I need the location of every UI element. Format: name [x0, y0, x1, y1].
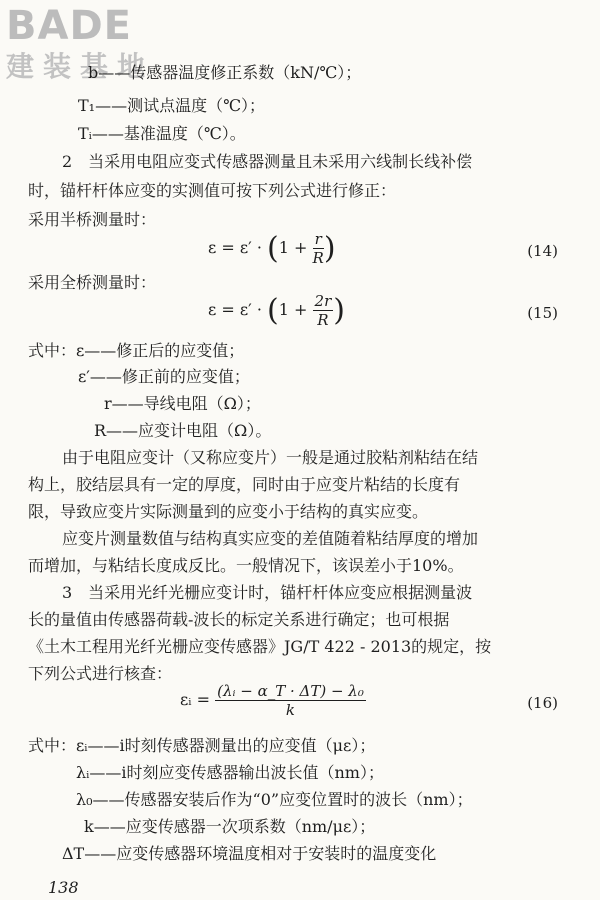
- equation-14-number: (14): [527, 242, 558, 260]
- where-delta-t: ΔT——应变传感器环境温度相对于安装时的温度变化: [62, 844, 437, 863]
- equation-14: ε = ε′ · (1 + $\frac{r}{R}$ ): [208, 230, 336, 267]
- paragraph-2-line1: 2 当采用电阻应变式传感器测量且未采用六线制长线补偿: [62, 152, 473, 171]
- full-bridge-label: 采用全桥测量时：: [28, 273, 157, 292]
- equation-15: ε = ε′ · (1 + $\frac{2r}{R}$ ): [208, 292, 345, 329]
- paragraph-5-line2: 长的量值由传感器荷载-波长的标定关系进行确定；也可根据: [28, 610, 450, 629]
- definition-b: b——传感器温度修正系数（kN/℃）；: [88, 63, 362, 82]
- equation-16: [180, 682, 366, 719]
- eq15-numerator: 2r: [314, 292, 332, 310]
- paragraph-3-line2: 构上，胶结层具有一定的厚度，同时由于应变片粘结的长度有: [28, 475, 461, 494]
- where-lambda-0: λ₀——传感器安装后作为“0”应变位置时的波长（nm）；: [76, 790, 473, 809]
- where-lambda-i: λᵢ——i时刻应变传感器输出波长值（nm）；: [76, 763, 384, 782]
- where-epsilon: 式中：ε——修正后的应变值；: [28, 341, 245, 360]
- where-k: k——应变传感器一次项系数（nm/με）；: [84, 817, 376, 836]
- half-bridge-label: 采用半桥测量时：: [28, 210, 157, 229]
- logo-brand: BADE: [6, 3, 132, 49]
- paragraph-5-line3: 《土木工程用光纤光栅应变传感器》JG/T 422 - 2013的规定，按: [28, 637, 492, 656]
- paragraph-3-line3: 限，导致应变片实际测量到的应变小于结构的真实应变。: [28, 502, 429, 521]
- definition-ti: Tᵢ——基准温度（℃）。: [78, 124, 246, 143]
- paragraph-5-line1: 3 当采用光纤光栅应变计时，锚杆杆体应变应根据测量波: [62, 583, 473, 602]
- logo-subtitle: 建装基地: [6, 50, 155, 83]
- where-epsilon-prime: ε′——修正前的应变值；: [78, 367, 250, 386]
- eq15-one: 1 +: [278, 300, 313, 319]
- eq15-denominator: R: [317, 311, 329, 329]
- where-R: R——应变计电阻（Ω）。: [94, 421, 272, 440]
- paragraph-3-line1: 由于电阻应变计（又称应变片）一般是通过胶粘剂粘结在结: [62, 448, 479, 467]
- paragraph-4-line1: 应变片测量数值与结构真实应变的差值随着粘结厚度的增加: [62, 529, 479, 548]
- eq16-lhs: εᵢ =: [180, 690, 216, 709]
- paragraph-5-line4: 下列公式进行核查：: [28, 664, 173, 683]
- equation-16-number: (16): [527, 694, 558, 712]
- where-epsilon-i: 式中：εᵢ——i时刻传感器测量出的应变值（με）；: [28, 736, 376, 755]
- eq14-denominator: R: [312, 249, 324, 267]
- paragraph-2-line2: 时，锚杆杆体应变的实测值可按下列公式进行修正：: [28, 181, 397, 200]
- where-r: r——导线电阻（Ω）；: [104, 394, 261, 413]
- paragraph-4-line2: 而增加，与粘结长度成反比。一般情况下，该误差小于10%。: [28, 556, 464, 575]
- eq14-numerator: r: [313, 230, 324, 249]
- page-number: 138: [48, 878, 79, 897]
- equation-15-number: (15): [527, 304, 558, 322]
- eq16-denominator: k: [285, 701, 295, 719]
- eq16-numerator: (λᵢ − α_T · ΔT) − λ₀: [217, 682, 364, 700]
- eq14-lhs: ε = ε′ ·: [208, 238, 268, 257]
- eq14-one: 1 +: [278, 238, 313, 257]
- definition-t1: T₁——测试点温度（℃）；: [78, 96, 265, 115]
- eq15-lhs: ε = ε′ ·: [208, 300, 268, 319]
